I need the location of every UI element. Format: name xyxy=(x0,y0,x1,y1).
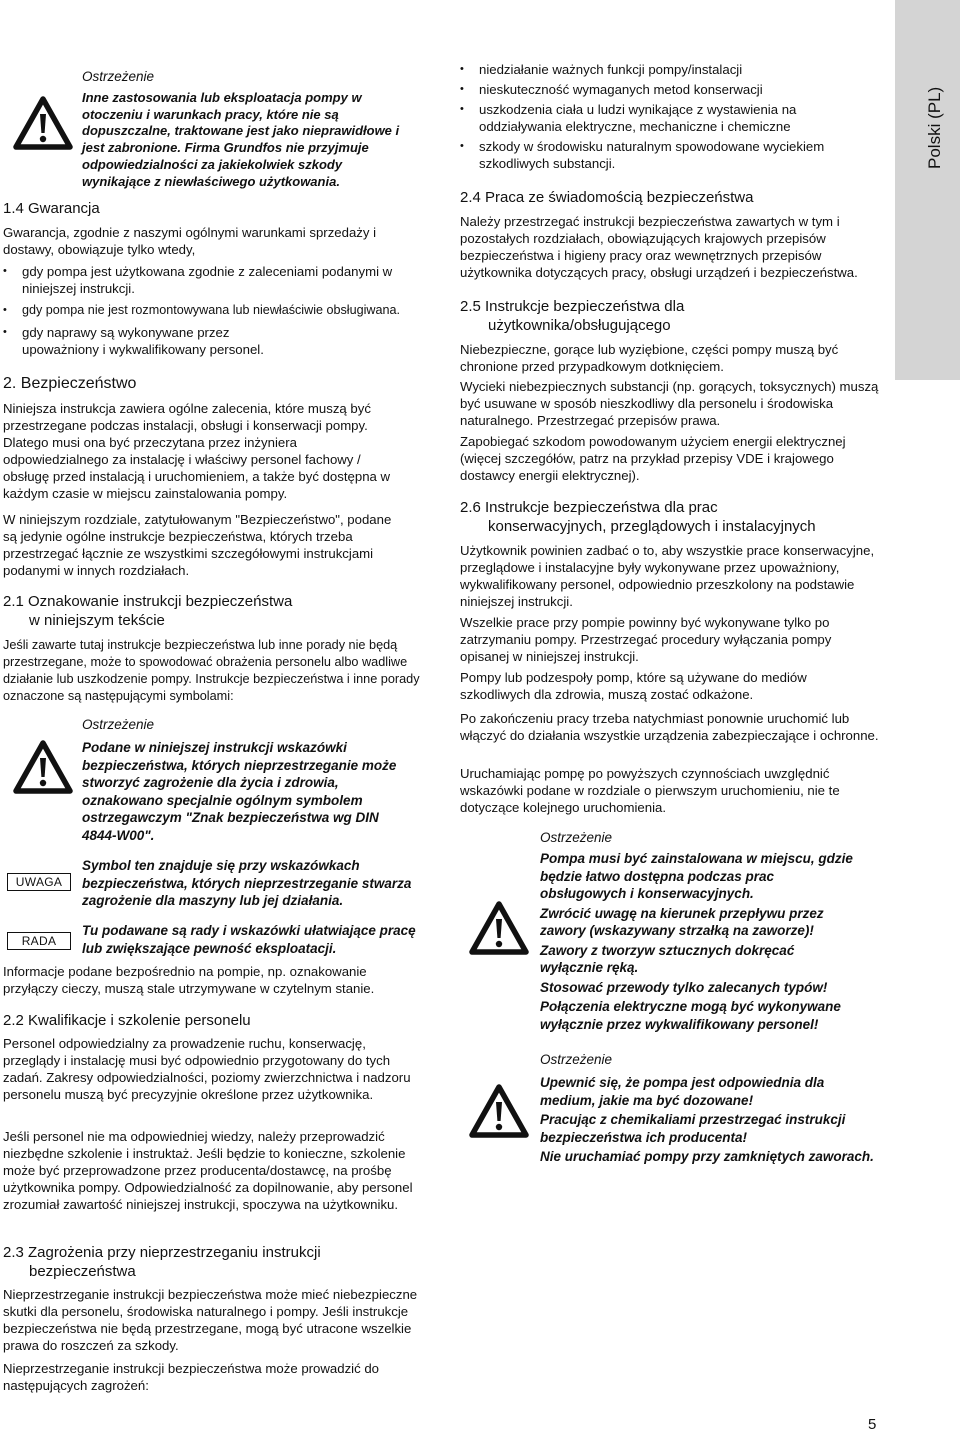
section-2-2-heading: 2.2 Kwalifikacje i szkolenie personelu xyxy=(3,1012,251,1029)
uwaga-symbol-description: Symbol ten znajduje się przy wskazówkach bezpieczeństwa, których nieprzestrzeganie stwarza zagrożenie dla maszyny lub jej działania. xyxy=(82,858,412,908)
section-2-1-intro: Jeśli zawarte tutaj instrukcje bezpieczeństwa lub inne porady nie będą przestrzegane, może to spowodować obrażenia personelu albo wadliwe działanie lub uszkodzenie pompy. Instrukcje bezpieczeństwa i inne porady oznaczone są następującymi symbolami: xyxy=(3,638,420,703)
right-warning-2-label: Ostrzeżenie xyxy=(540,1052,613,1067)
warranty-conditions-list xyxy=(3,263,403,358)
rada-symbol-description: Tu podawane są rady i wskazówki ułatwiające pracę lub zwiększające pewność eksploatacji. xyxy=(82,923,416,956)
list-item: • szkody w środowisku naturalnym spowodowane wyciekiem szkodliwych substancji. xyxy=(460,138,870,172)
warning-triangle-icon xyxy=(469,901,529,955)
uwaga-symbol-box: UWAGA xyxy=(7,873,71,891)
warning-triangle-icon xyxy=(13,96,73,150)
section-2-6-paragraph-5: Uruchamiając pompę po powyższych czynnościach uwzględnić wskazówki podane w rozdziale o pierwszym uruchomieniu, nie te dotyczące kolejnego uruchomienia. xyxy=(460,766,840,815)
section-1-4-heading: 1.4 Gwarancja xyxy=(3,200,100,217)
warning-symbol-label: Ostrzeżenie xyxy=(82,717,155,732)
language-tab-label: Polski (PL) xyxy=(925,86,944,170)
section-2-3-paragraph-1: Nieprzestrzeganie instrukcji bezpieczeństwa może mieć niebezpieczne skutki dla personelu, środowiska naturalnego i pompy. Jeśli instrukcje bezpieczeństwa nie będą przestrzegane, mogą być utracone wszelkie prawa do roszczeń za szkody. xyxy=(3,1287,418,1353)
heading-line: bezpieczeństwa xyxy=(29,1263,136,1280)
section-2-6-paragraph-3: Pompy lub podzespoły pomp, które są używane do mediów szkodliwych dla zdrowia, muszą zostać odkażone. xyxy=(460,670,807,702)
section-2-6-paragraph-1: Użytkownik powinien zadbać o to, aby wszystkie prace konserwacyjne, przeglądowe i instalacyjne były wykonywane przez upoważniony, wykwalifikowany personel, odpowiednio przeszkolony na podstawie niniejszej instrukcji. xyxy=(460,543,875,609)
heading-line: konserwacyjnych, przeglądowych i instalacyjnych xyxy=(488,518,816,535)
heading-line: 2.1 Oznakowanie instrukcji bezpieczeństwa xyxy=(3,593,293,610)
page-number: 5 xyxy=(868,1416,877,1433)
section-2-5-heading xyxy=(460,297,880,335)
rada-symbol-box: RADA xyxy=(7,932,71,950)
right-warning-1-body xyxy=(540,850,860,1033)
right-warning-2-body xyxy=(540,1074,880,1166)
list-item: • gdy pompa nie jest rozmontowywana lub niewłaściwie obsługiwana. xyxy=(3,302,403,319)
section-2-heading: 2. Bezpieczeństwo xyxy=(3,375,137,392)
warning-line: Połączenia elektryczne mogą być wykonywane wyłącznie przez wykwalifikowany personel! xyxy=(540,999,841,1032)
list-item: • gdy pompa jest użytkowana zgodnie z zaleceniami podanymi w niniejszej instrukcji. xyxy=(3,263,403,297)
language-tab xyxy=(895,0,960,380)
section-2-4-heading: 2.4 Praca ze świadomością bezpieczeństwa xyxy=(460,189,754,206)
hazards-list xyxy=(460,61,870,172)
section-2-2-paragraph-1: Personel odpowiedzialny za prowadzenie ruchu, konserwację, przeglądy i instalację musi być odpowiednio przygotowany do tych zadań. Zakresy odpowiedzialności, poziomy zwierzchnictwa i nadzoru personelu muszą być precyzyjnie określone przez użytkownika. xyxy=(3,1036,411,1102)
list-item: • niedziałanie ważnych funkcji pompy/instalacji xyxy=(460,61,870,78)
section-2-paragraph-1: Niniejsza instrukcja zawiera ogólne zalecenia, które muszą być przestrzegane podczas instalacji, obsługi i konserwacji pompy. Dlatego musi ona być przeczytana przez inżyniera odpowiedzialnego za instalację i właściwy personel fachowy / obsługę przed instalacją i uruchomieniem, a także być dostępna w każdym czasie w miejscu zainstalowania pompy. xyxy=(3,401,391,501)
section-2-6-paragraph-2: Wszelkie prace przy pompie powinny być wykonywane tylko po zatrzymaniu pompy. Przestrzegać procedury wyłączania pompy opisanej w niniejszej instrukcji. xyxy=(460,615,832,664)
warning-line: Upewnić się, że pompa jest odpowiednia dla medium, jakie ma być dozowane! xyxy=(540,1075,825,1108)
heading-line: 2.5 Instrukcje bezpieczeństwa dla xyxy=(460,298,685,315)
section-2-5-paragraph-1: Niebezpieczne, gorące lub wyziębione, części pompy muszą być chronione przed przypadkowym dotknięciem. xyxy=(460,342,839,374)
heading-line: 2.6 Instrukcje bezpieczeństwa dla prac xyxy=(460,499,718,516)
warning-triangle-icon xyxy=(469,1084,529,1138)
section-2-4-paragraph: Należy przestrzegać instrukcji bezpieczeństwa zawartych w tym i pozostałych rozdziałach, obowiązujących krajowych przepisów bezpieczeństwa i higieny pracy oraz wewnętrznych przepisów użytkownika dotyczących pracy, obsługi urządzeń i bezpieczeństwa. xyxy=(460,214,858,280)
top-warning-label: Ostrzeżenie xyxy=(82,69,155,84)
heading-line: użytkownika/obsługującego xyxy=(488,317,671,334)
section-2-5-paragraph-3: Zapobiegać szkodom powodowanym użyciem energii elektrycznej (więcej szczegółów, patrz na przykład przepisy VDE i krajowego dostawcy energii elektrycznej). xyxy=(460,434,846,483)
warning-line: Pracując z chemikaliami przestrzegać instrukcji bezpieczeństwa ich producenta! xyxy=(540,1112,846,1145)
list-item: • uszkodzenia ciała u ludzi wynikające z wystawienia na oddziaływania elektryczne, mechaniczne i chemiczne xyxy=(460,101,870,135)
section-2-5-paragraph-2: Wycieki niebezpiecznych substancji (np. gorących, toksycznych) muszą być usuwane w sposób nieszkodliwy dla personelu i środowiska naturalnego. Przestrzegać przepisów prawa. xyxy=(460,379,879,428)
section-2-6-paragraph-4: Po zakończeniu pracy trzeba natychmiast ponownie uruchomić lub włączyć do działania wszystkie urządzenia zabezpieczające i ochronne. xyxy=(460,711,879,743)
section-2-3-heading xyxy=(3,1243,423,1281)
section-2-6-heading xyxy=(460,498,890,536)
section-2-2-paragraph-2: Jeśli personel nie ma odpowiedniej wiedzy, należy przeprowadzić niezbędne szkolenie i instruktaż. Jeśli będzie to konieczne, szkolenie może być przeprowadzone przez producenta/dostawcę, na prośbę użytkownika pompy. Odpowiedzialność za dopilnowanie, aby personel zrozumiał zawartość niniejszej instrukcji, spoczywa na użytkowniku. xyxy=(3,1129,413,1212)
warning-line: Stosować przewody tylko zalecanych typów! xyxy=(540,979,828,995)
top-warning-text: Inne zastosowania lub eksploatacja pompy w otoczeniu i warunkach pracy, które nie są dopuszczalne, traktowane jest jako nieprawidłowe i jest zabronione. Firma Grundfos nie przyjmuje odpowiedzialności za jakiekolwiek szkody wynikające z niewłaściwego użytkowania. xyxy=(82,90,400,189)
warning-line: Pompa musi być zainstalowana w miejscu, gdzie będzie łatwo dostępna podczas prac obsługowych i konserwacyjnych. xyxy=(540,851,853,901)
warning-line: Zwrócić uwagę na kierunek przepływu przez zawory (wskazywany strzałką na zaworze)! xyxy=(540,905,824,938)
heading-line: 2.3 Zagrożenia przy nieprzestrzeganiu instrukcji xyxy=(3,1244,321,1261)
section-2-1-outro: Informacje podane bezpośrednio na pompie, np. oznakowanie przyłączy cieczy, muszą stale utrzymywane w czytelnym stanie. xyxy=(3,964,375,996)
section-1-4-intro: Gwarancja, zgodnie z naszymi ogólnymi warunkami sprzedaży i dostawy, obowiązuje tylko wtedy, xyxy=(3,225,377,257)
right-warning-1-label: Ostrzeżenie xyxy=(540,830,613,845)
heading-line: w niniejszym tekście xyxy=(29,612,165,629)
warning-line: Nie uruchamiać pompy przy zamkniętych zaworach. xyxy=(540,1149,874,1164)
section-2-1-heading xyxy=(3,592,423,630)
section-2-3-paragraph-2: Nieprzestrzeganie instrukcji bezpieczeństwa może prowadzić do następujących zagrożeń: xyxy=(3,1361,380,1393)
list-item: • nieskuteczność wymaganych metod konserwacji xyxy=(460,81,870,98)
warning-triangle-icon xyxy=(13,740,73,794)
list-item: • gdy naprawy są wykonywane przez upoważniony i wykwalifikowany personel. xyxy=(3,324,403,358)
warning-line: Zawory z tworzyw sztucznych dokręcać wyłącznie ręką. xyxy=(540,942,795,975)
warning-symbol-description: Podane w niniejszej instrukcji wskazówki bezpieczeństwa, których nieprzestrzeganie może stworzyć zagrożenie dla życia i zdrowia, oznakowano specjalnie ogólnym symbolem ostrzegawczym "Znak bezpieczeństwa wg DIN 4844-W00". xyxy=(82,740,397,843)
section-2-paragraph-2: W niniejszym rozdziale, zatytułowanym "Bezpieczeństwo", podane są jedynie ogólne instrukcje bezpieczeństwa, których trzeba przestrzegać łącznie ze wszystkimi szczegółowymi instrukcjami podanymi w innych rozdziałach. xyxy=(3,512,392,578)
